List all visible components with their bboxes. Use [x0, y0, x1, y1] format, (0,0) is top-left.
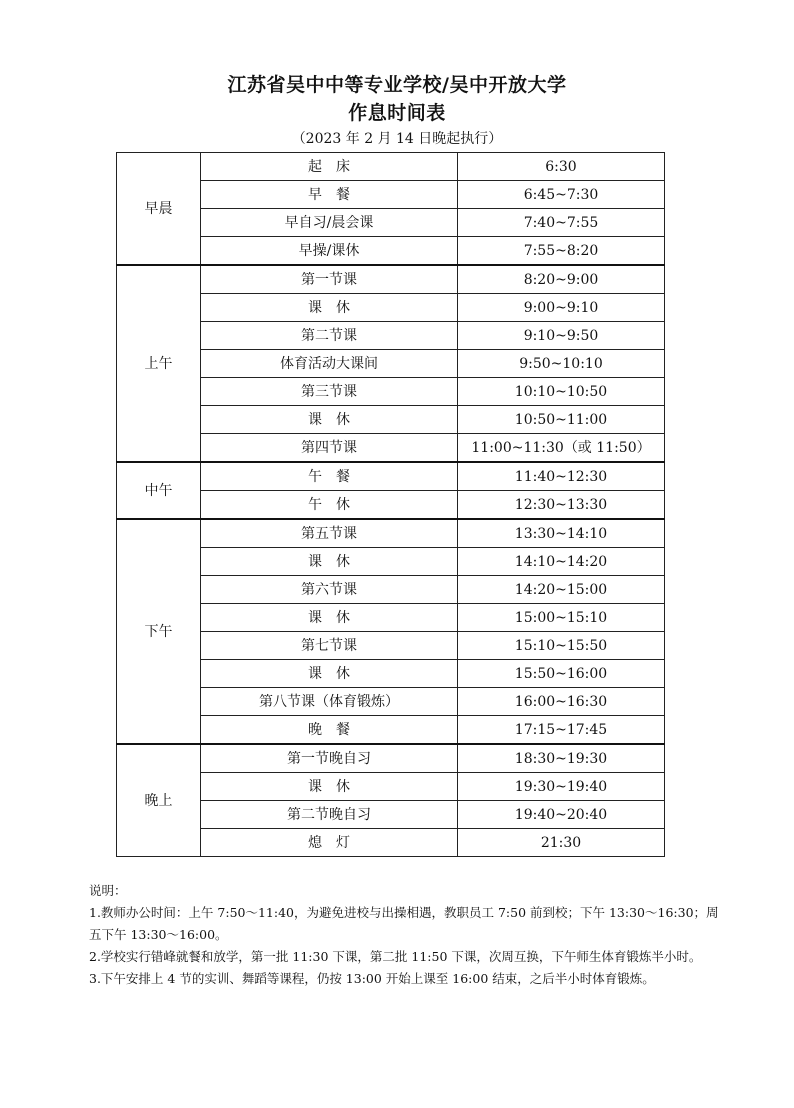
notes-section	[89, 880, 729, 990]
time-cell: 17:15~17:45	[458, 716, 665, 745]
time-cell: 7:40~7:55	[458, 209, 665, 237]
activity-cell: 午 餐	[201, 462, 458, 491]
activity-cell: 课 休	[201, 406, 458, 434]
activity-cell: 熄 灯	[201, 829, 458, 857]
activity-cell: 第一节课	[201, 265, 458, 294]
table-row	[117, 265, 665, 294]
activity-cell: 体育活动大课间	[201, 350, 458, 378]
time-cell: 15:00~15:10	[458, 604, 665, 632]
period-cell: 晚上	[117, 744, 201, 857]
activity-cell: 第八节课（体育锻炼）	[201, 688, 458, 716]
effective-date: （2023 年 2 月 14 日晚起执行）	[291, 131, 503, 147]
time-cell: 21:30	[458, 829, 665, 857]
time-cell: 19:40~20:40	[458, 801, 665, 829]
time-cell: 15:10~15:50	[458, 632, 665, 660]
time-cell: 7:55~8:20	[458, 237, 665, 266]
activity-cell: 课 休	[201, 773, 458, 801]
time-cell: 19:30~19:40	[458, 773, 665, 801]
note-item-3: 3.下午安排上 4 节的实训、舞蹈等课程，仍按 13:00 开始上课至 16:00 结束，之后半小时体育锻炼。	[89, 971, 655, 986]
period-cell: 中午	[117, 462, 201, 519]
time-cell: 6:30	[458, 153, 665, 181]
time-cell: 9:50~10:10	[458, 350, 665, 378]
activity-cell: 第二节晚自习	[201, 801, 458, 829]
activity-cell: 第三节课	[201, 378, 458, 406]
time-cell: 6:45~7:30	[458, 181, 665, 209]
document-subtitle-title: 作息时间表	[348, 102, 446, 124]
time-cell: 11:40~12:30	[458, 462, 665, 491]
activity-cell: 第七节课	[201, 632, 458, 660]
time-cell: 12:30~13:30	[458, 491, 665, 520]
time-cell: 14:20~15:00	[458, 576, 665, 604]
time-cell: 11:00~11:30（或 11:50）	[458, 434, 665, 463]
table-row	[117, 153, 665, 181]
time-cell: 15:50~16:00	[458, 660, 665, 688]
period-cell: 上午	[117, 265, 201, 462]
period-cell: 下午	[117, 519, 201, 744]
activity-cell: 第六节课	[201, 576, 458, 604]
table-row	[117, 519, 665, 548]
activity-cell: 课 休	[201, 294, 458, 322]
time-cell: 10:50~11:00	[458, 406, 665, 434]
activity-cell: 晚 餐	[201, 716, 458, 745]
note-item-1: 1.教师办公时间：上午 7:50～11:40，为避免进校与出操相遇，教职员工 7:50 前到校；下午 13:30～16:30；周五下午 13:30～16:00。	[89, 905, 719, 942]
activity-cell: 早 餐	[201, 181, 458, 209]
activity-cell: 起 床	[201, 153, 458, 181]
activity-cell: 第二节课	[201, 322, 458, 350]
activity-cell: 课 休	[201, 604, 458, 632]
table-row	[117, 462, 665, 491]
activity-cell: 午 休	[201, 491, 458, 520]
activity-cell: 早自习/晨会课	[201, 209, 458, 237]
time-cell: 9:00~9:10	[458, 294, 665, 322]
time-cell: 9:10~9:50	[458, 322, 665, 350]
activity-cell: 第四节课	[201, 434, 458, 463]
time-cell: 8:20~9:00	[458, 265, 665, 294]
time-cell: 18:30~19:30	[458, 744, 665, 773]
activity-cell: 早操/课休	[201, 237, 458, 266]
notes-heading: 说明：	[89, 883, 127, 898]
time-cell: 16:00~16:30	[458, 688, 665, 716]
period-cell: 早晨	[117, 153, 201, 266]
note-item-2: 2.学校实行错峰就餐和放学，第一批 11:30 下课，第二批 11:50 下课，次周互换，下午师生体育锻炼半小时。	[89, 949, 702, 964]
time-cell: 14:10~14:20	[458, 548, 665, 576]
activity-cell: 第五节课	[201, 519, 458, 548]
activity-cell: 第一节晚自习	[201, 744, 458, 773]
table-row	[117, 744, 665, 773]
schedule-table	[116, 152, 665, 857]
activity-cell: 课 休	[201, 548, 458, 576]
activity-cell: 课 休	[201, 660, 458, 688]
time-cell: 13:30~14:10	[458, 519, 665, 548]
time-cell: 10:10~10:50	[458, 378, 665, 406]
document-title: 江苏省吴中中等专业学校/吴中开放大学	[227, 74, 567, 96]
